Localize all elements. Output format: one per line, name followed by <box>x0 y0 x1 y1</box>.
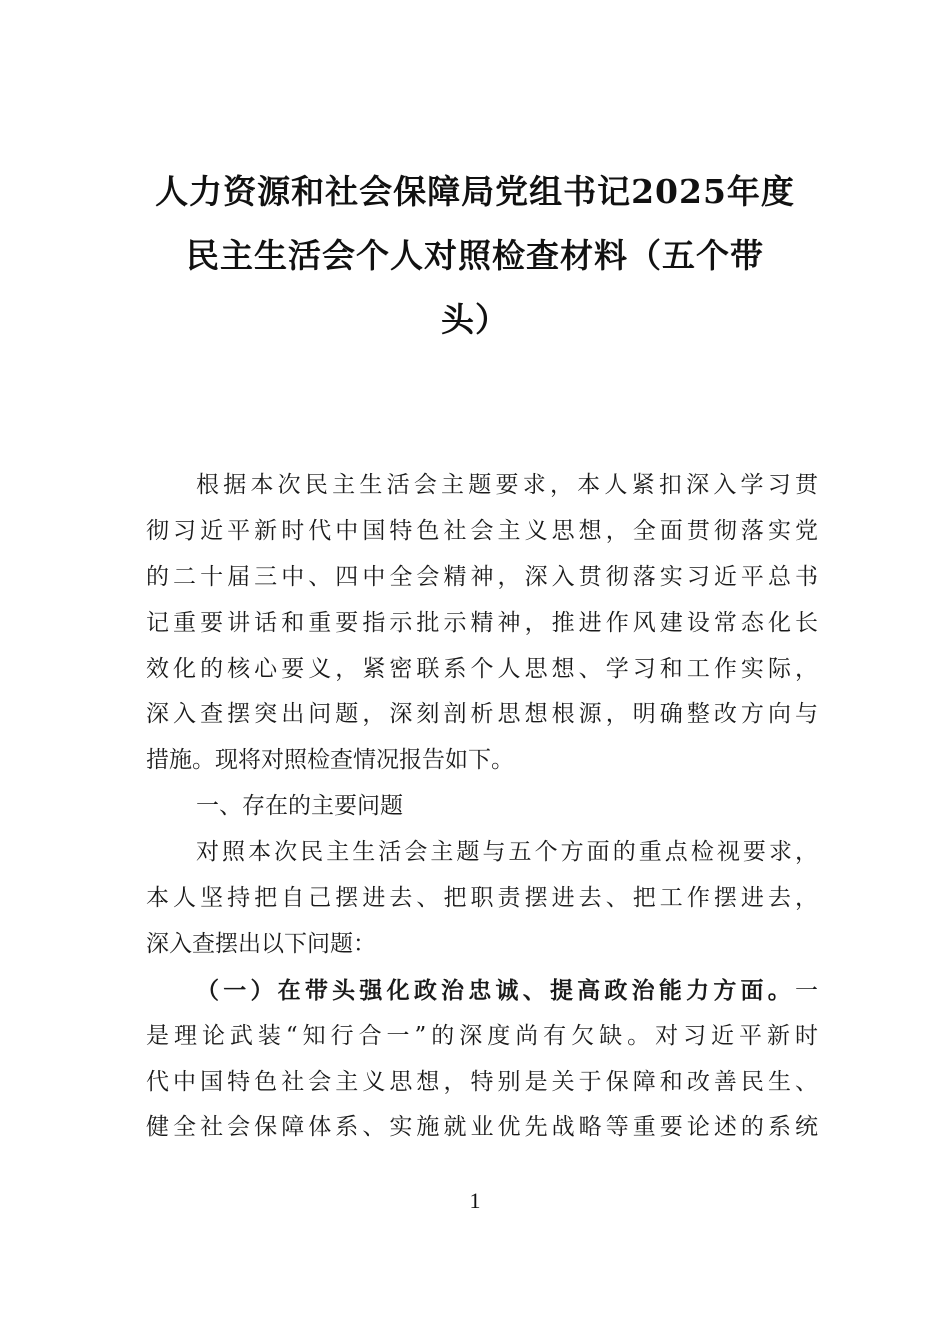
paragraph-line: 深入查摆出以下问题： <box>146 930 376 957</box>
page-number: 1 <box>469 1188 481 1213</box>
subsection-paragraph <box>146 968 818 1152</box>
paragraph-line: 措施。现将对照检查情况报告如下。 <box>146 747 514 774</box>
title-line-1: 人力资源和社会保障局党组书记2025年度 <box>155 172 795 211</box>
paragraph-line: 彻习近平新时代中国特色社会主义思想，全面贯彻落实党 <box>146 517 818 544</box>
subsection-first-line-rest: 一 <box>795 977 818 1004</box>
subsection-heading: （一）在带头强化政治忠诚、提高政治能力方面。 <box>196 976 795 1004</box>
paragraph-line: 本人坚持把自己摆进去、把职责摆进去、把工作摆进去， <box>146 885 818 912</box>
title-line-2: 民主生活会个人对照检查材料（五个带 <box>186 236 764 275</box>
document-body <box>146 463 818 1151</box>
paragraph-line: 记重要讲话和重要指示批示精神，推进作风建设常态化长 <box>146 609 818 636</box>
document-title <box>120 160 830 352</box>
paragraph-line: 根据本次民主生活会主题要求，本人紧扣深入学习贯 <box>196 472 818 498</box>
paragraph-line: 效化的核心要义，紧密联系个人思想、学习和工作实际， <box>146 655 818 682</box>
paragraph-line: 代中国特色社会主义思想，特别是关于保障和改善民生、 <box>146 1068 818 1095</box>
intro-paragraph <box>146 463 818 784</box>
paragraph-line: 深入查摆突出问题，深刻剖析思想根源，明确整改方向与 <box>146 701 818 728</box>
paragraph-line: 健全社会保障体系、实施就业优先战略等重要论述的系统 <box>146 1114 818 1141</box>
subsection-first-line <box>146 968 818 1014</box>
paragraph-line: 是理论武装“知行合一”的深度尚有欠缺。对习近平新时 <box>146 1022 818 1049</box>
paragraph-line: 的二十届三中、四中全会精神，深入贯彻落实习近平总书 <box>146 563 818 590</box>
title-line-3: 头） <box>441 300 509 339</box>
paragraph-line: 对照本次民主生活会主题与五个方面的重点检视要求， <box>196 839 818 866</box>
section-heading: 一、存在的主要问题 <box>196 793 403 820</box>
problems-intro-paragraph <box>146 830 818 968</box>
